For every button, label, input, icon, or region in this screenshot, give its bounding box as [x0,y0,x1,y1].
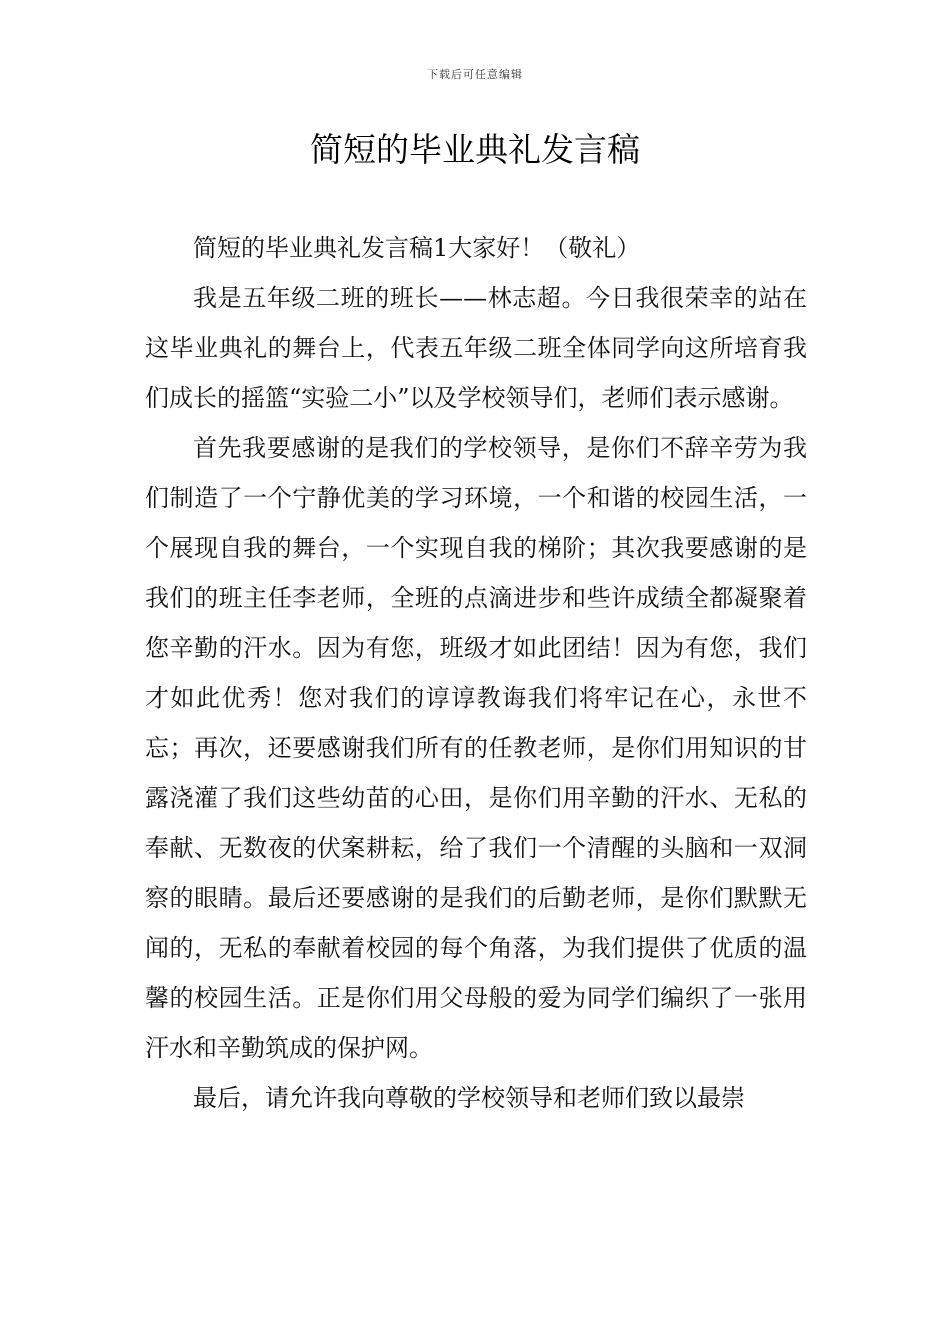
document-body [145,223,807,1123]
paragraph-closing: 最后，请允许我向尊敬的学校领导和老师们致以最崇 [193,1084,745,1112]
paragraph-introduction: 我是五年级二班的班长——林志超。今日我很荣幸的站在这毕业典礼的舞台上，代表五年级二班全体同学向这所培育我们成长的摇篮“实验二小”以及学校领导们，老师们表示感谢。 [145,284,807,412]
paragraph-thanks: 首先我要感谢的是我们的学校领导，是你们不辞辛劳为我们制造了一个宁静优美的学习环境，一个和谐的校园生活，一个展现自我的舞台，一个实现自我的梯阶；其次我要感谢的是我们的班主任李老师，全班的点滴进步和些许成绩全都凝聚着您辛勤的汗水。因为有您，班级才如此团结！因为有您，我们才如此优秀！您对我们的谆谆教诲我们将牢记在心，永世不忘；再次，还要感谢我们所有的任教老师，是你们用知识的甘露浇灌了我们这些幼苗的心田，是你们用辛勤的汗水、无私的奉献、无数夜的伏案耕耘，给了我们一个清醒的头脑和一双洞察的眼睛。最后还要感谢的是我们的后勤老师，是你们默默无闻的，无私的奉献着校园的每个角落，为我们提供了优质的温馨的校园生活。正是你们用父母般的爱为同学们编织了一张用汗水和辛勤筑成的保护网。 [145,434,807,1062]
header-note: 下载后可任意编辑 [427,68,523,81]
paragraph-greeting: 简短的毕业典礼发言稿1大家好！（敬礼） [193,234,641,262]
page-title: 简短的毕业典礼发言稿 [310,130,640,169]
